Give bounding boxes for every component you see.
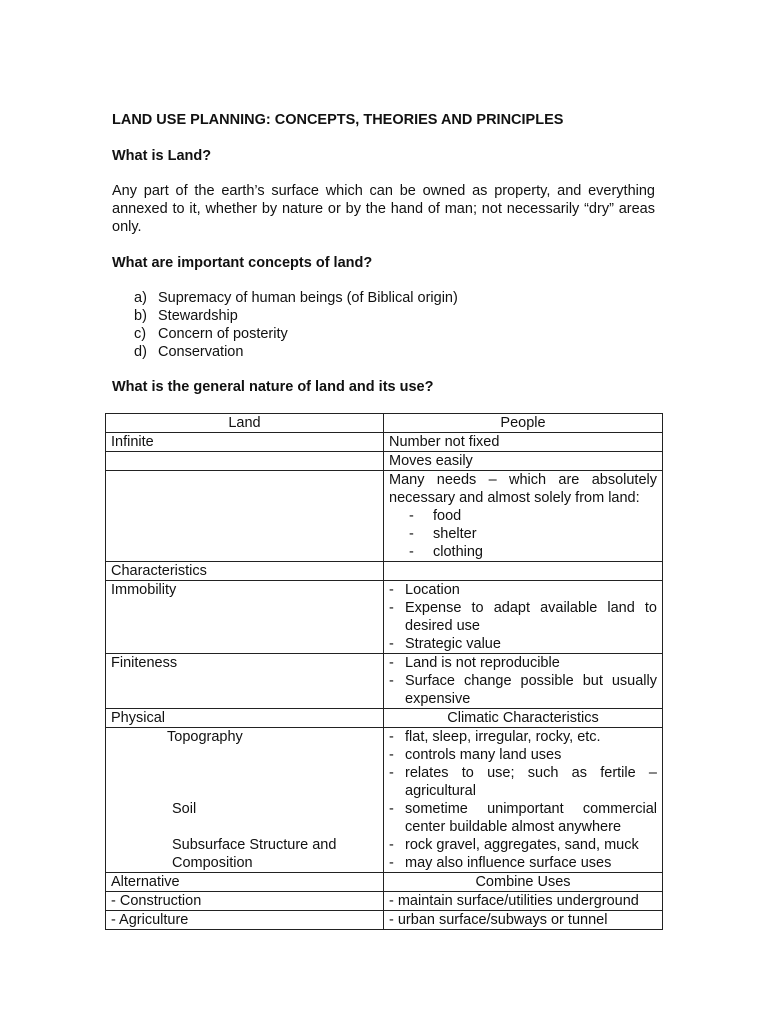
cell-construction: - Construction [106,892,384,911]
land-definition: Any part of the earth’s surface which can be owned as property, and everything annexed to it, whether by nature or by the hand of man; not necessarily “dry” areas only. [112,183,655,235]
list-item-text: Conservation [158,344,244,360]
many-needs-text: Many needs – which are absolutely necessary and almost solely from land: [389,472,657,506]
cell-climatic: Climatic Characteristics [384,709,663,728]
question-nature-of-land: What is the general nature of land and its use? [112,379,434,395]
dash-item [389,728,657,746]
dash-marker: - [389,837,394,853]
cell-alternative: Alternative [106,873,384,892]
dash-marker: - [409,544,414,560]
dash-item-text: Surface change possible but usually expensive [405,673,657,707]
table-row [106,433,663,452]
soil-label: Soil [172,801,197,817]
table-row [106,654,663,709]
dash-item [389,581,657,599]
list-item [112,325,458,343]
cell-combine-uses: Combine Uses [384,873,663,892]
dash-item-text: Strategic value [405,636,501,652]
list-item [112,307,458,325]
empty-cell [106,471,384,562]
header-land: Land [106,414,384,433]
cell-finiteness: Finiteness [106,654,384,709]
document-title: LAND USE PLANNING: CONCEPTS, THEORIES AND PRINCIPLES [112,112,564,128]
dash-item-text: rock gravel, aggregates, sand, muck [405,837,639,853]
question-what-is-land: What is Land? [112,148,212,164]
need-text: shelter [433,526,477,542]
dash-marker: - [389,765,394,781]
cell-number-not-fixed: Number not fixed [384,433,663,452]
dash-item-text: flat, sleep, irregular, rocky, etc. [405,729,601,745]
dash-item [389,599,657,635]
dash-item-text: relates to use; such as fertile – agricultural [405,765,657,799]
list-item-text: Supremacy of human beings (of Biblical origin) [158,290,458,306]
table-row [106,471,663,562]
table-row [106,452,663,471]
table-row [106,873,663,892]
dash-item [389,635,657,653]
concepts-list [112,289,458,361]
need-item [389,525,657,543]
cell-finiteness-items [384,654,663,709]
land-people-table [105,413,663,930]
dash-item-text: may also influence surface uses [405,855,612,871]
table-row [106,911,663,930]
dash-item [389,854,657,872]
table-row [106,581,663,654]
table-row [106,414,663,433]
dash-marker: - [409,508,414,524]
dash-item-text: sometime unimportant commercial center buildable almost anywhere [405,801,657,835]
dash-item-text: Land is not reproducible [405,655,560,671]
cell-infinite: Infinite [106,433,384,452]
cell-physical: Physical [106,709,384,728]
need-item [389,543,657,561]
subsurface-label: Subsurface Structure and Composition [172,837,337,871]
table-row [106,562,663,581]
dash-item [389,764,657,800]
dash-marker: - [389,747,394,763]
cell-agriculture: - Agriculture [106,911,384,930]
dash-marker: - [389,582,394,598]
dash-marker: - [389,855,394,871]
dash-item [389,746,657,764]
need-item [389,507,657,525]
dash-item [389,672,657,708]
list-marker: c) [134,326,147,342]
list-marker: b) [134,308,147,324]
table-row [106,728,663,873]
dash-marker: - [389,673,394,689]
need-text: food [433,508,462,524]
list-item-text: Stewardship [158,308,238,324]
dash-item [389,654,657,672]
empty-cell [384,562,663,581]
cell-characteristics: Characteristics [106,562,384,581]
table-row [106,709,663,728]
dash-marker: - [389,600,394,616]
list-item-text: Concern of posterity [158,326,288,342]
dash-item-text: Expense to adapt available land to desired use [405,600,657,634]
question-concepts: What are important concepts of land? [112,255,373,271]
dash-marker: - [389,801,394,817]
dash-item-text: controls many land uses [405,747,562,763]
empty-cell [106,452,384,471]
cell-immobility-items [384,581,663,654]
dash-marker: - [389,729,394,745]
cell-agriculture-use: - urban surface/subways or tunnel [384,911,663,930]
dash-item [389,836,657,854]
dash-marker: - [409,526,414,542]
list-marker: a) [134,290,147,306]
cell-construction-use: - maintain surface/utilities underground [384,892,663,911]
list-item [112,343,458,361]
dash-item [389,800,657,836]
dash-item-text: Location [405,582,460,598]
dash-marker: - [389,636,394,652]
cell-immobility: Immobility [106,581,384,654]
cell-many-needs [384,471,663,562]
need-text: clothing [433,544,483,560]
cell-physical-items [384,728,663,873]
list-marker: d) [134,344,147,360]
list-item [112,289,458,307]
dash-marker: - [389,655,394,671]
cell-physical-subtopics [106,728,384,873]
topography-label: Topography [167,729,243,745]
table-row [106,892,663,911]
header-people: People [384,414,663,433]
cell-moves-easily: Moves easily [384,452,663,471]
